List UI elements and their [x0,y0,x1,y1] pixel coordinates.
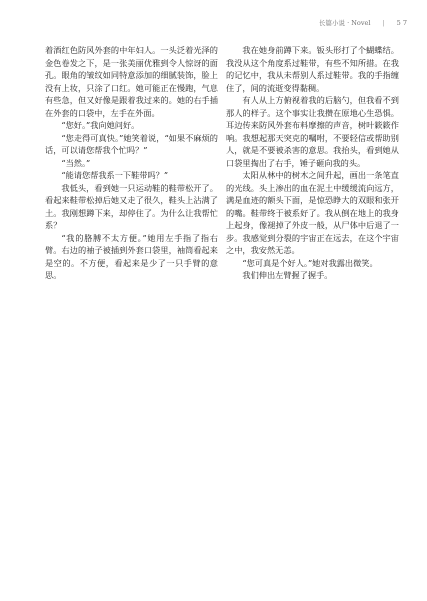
paragraph: 我低头，看到她一只运动鞋的鞋带松开了。看起来鞋带松掉后她又走了很久，鞋头上沾满了土。我刚想蹲下来，却停住了。为什么让我帮忙系？ [45,182,218,230]
paragraph: “您好。”我向她问好。 [61,120,140,130]
journal-title: 长篇小说 · Novel [319,19,371,27]
left-text-column [45,44,218,282]
paragraph: “您可真是个好人。”她对我露出微笑。 [242,257,378,268]
paragraph: “我的胳膊不太方便。”她用左手指了指右臂。右边的袖子被插到外套口袋里，袖筒看起来是空的。不方便，看起来是少了一只手臂的意思。 [45,232,218,280]
paragraph: “当然。” [61,157,91,168]
running-header [319,18,407,27]
page-number: 5 7 [396,18,407,27]
paragraph: 有人从上方俯视着我的后脑勺，但我看不到那人的样子。这个事实让我攒在原地心生恐惧。耳边传来防风外套布料摩擦的声音，树叶簌簌作响。我想起那天突克的嘱咐，不要轻信或帮助别人，就是不要被杀害的意思。我抬头，看到她从口袋里掏出了右手，锤子砸向我的头。 [226,95,399,168]
right-text-column [226,44,399,282]
paragraph: 太阳从林中的树木之间升起，画出一条笔直的光线。头上渗出的血在泥土中缓缓流向远方，满是血迹的额头下面，是惊恐睁大的双眼和张开的嘴。鞋带终于被系好了。我从倒在地上的我身上起身，像褪掉了外皮一般，从尸体中后退了一步。我感觉到分裂的宇宙正在远去，在这个宇宙之中，我安然无恙。 [226,170,399,255]
paragraph: 我在她身前蹲下来。钣头形打了个蝴蝶结。我没从这个角度系过鞋带，有些不知所措。在我的记忆中，我从未帮别人系过鞋带。我的手指缠住了，间的流逝变得黏稠。 [226,45,399,93]
paragraph: “能请您帮我系一下鞋带吗？” [61,170,169,180]
paragraph: 我们伸出左臂握了握手。 [242,270,333,280]
paragraph: 着酒红色防风外套的中年妇人。一头泛着光泽的金色卷发之下，是一张美丽优雅到令人惊讶的面孔。眼角的皱纹如同特意添加的细腻装饰，脸上没有上妆，只涂了口红。她可能正在慢跑，气息有些急，但又好像是跟着我过来的。她的右手插在外套的口袋中，左手在外面。 [45,45,218,118]
header-separator: | [382,18,385,27]
paragraph: “您走得可真快。”她笑着说，“如果不麻烦的话，可以请您帮我个忙吗？” [45,132,218,155]
